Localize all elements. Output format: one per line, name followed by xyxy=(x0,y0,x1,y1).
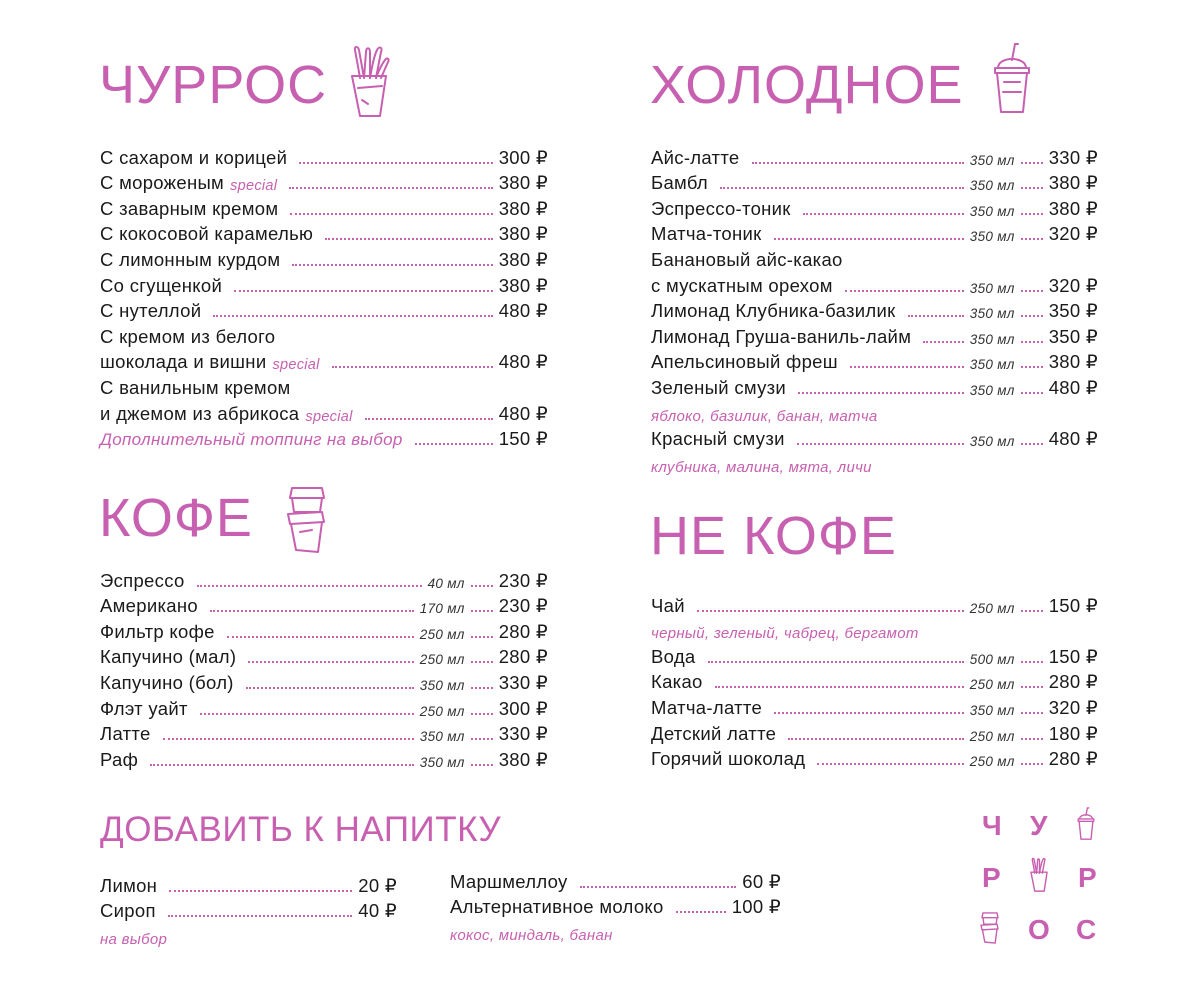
item-name: Айс-латте xyxy=(651,146,740,168)
item-price: 320 ₽ xyxy=(1048,274,1098,296)
coffee-row xyxy=(100,720,548,746)
item-note: клубника, малина, мята, личи xyxy=(651,458,872,476)
item-name: С кокосовой карамелью xyxy=(100,223,314,245)
item-volume: 250 мл xyxy=(419,652,465,668)
item-name: Бамбл xyxy=(651,172,708,194)
leader-dots xyxy=(471,610,493,612)
leader-dots xyxy=(1021,686,1043,688)
cold-row xyxy=(651,297,1098,323)
leader-dots xyxy=(817,763,963,765)
item-price: 380 ₽ xyxy=(1048,197,1098,219)
leader-dots xyxy=(797,443,964,445)
item-volume: 350 мл xyxy=(969,382,1015,398)
addon-row xyxy=(100,871,397,897)
leader-dots xyxy=(1021,238,1043,240)
item-name: шоколада и вишни xyxy=(100,351,267,373)
item-volume: 250 мл xyxy=(419,626,465,642)
churros-row-line1 xyxy=(100,322,548,348)
cold-row xyxy=(651,348,1098,374)
item-price: 380 ₽ xyxy=(498,274,548,296)
item-volume: 350 мл xyxy=(419,754,465,770)
addons-section xyxy=(100,812,501,847)
cold-row xyxy=(651,271,1098,297)
leader-dots xyxy=(845,290,964,292)
leader-dots xyxy=(471,661,493,663)
item-name: Зеленый смузи xyxy=(651,376,787,398)
item-name: Вода xyxy=(651,645,696,667)
item-price: 380 ₽ xyxy=(1048,172,1098,194)
churros-cup-icon xyxy=(346,44,392,120)
item-price: 480 ₽ xyxy=(498,300,548,322)
item-name: Раф xyxy=(100,748,139,770)
leader-dots xyxy=(1021,738,1043,740)
leader-dots xyxy=(290,213,492,215)
item-price: 380 ₽ xyxy=(498,197,548,219)
item-note: черный, зеленый, чабрец, бергамот xyxy=(651,625,919,643)
item-name: Лимон xyxy=(100,874,158,896)
leader-dots xyxy=(234,290,493,292)
cold-row xyxy=(651,143,1098,169)
item-name: Флэт уайт xyxy=(100,697,188,719)
item-price: 150 ₽ xyxy=(498,428,548,450)
leader-dots xyxy=(1021,213,1043,215)
item-price: 280 ₽ xyxy=(498,620,548,642)
leader-dots xyxy=(1021,341,1043,343)
logo-letter: Р xyxy=(982,862,1001,893)
leader-dots xyxy=(788,738,964,740)
leader-dots xyxy=(210,610,414,612)
item-price: 20 ₽ xyxy=(358,874,397,896)
logo-letter: Р xyxy=(1078,862,1097,893)
leader-dots xyxy=(774,712,964,714)
not-coffee-row xyxy=(651,591,1098,617)
leader-dots xyxy=(1021,392,1043,394)
leader-dots xyxy=(798,392,964,394)
item-price: 380 ₽ xyxy=(498,248,548,270)
leader-dots xyxy=(200,713,414,715)
item-name: С нутеллой xyxy=(100,300,202,322)
leader-dots xyxy=(197,585,422,587)
leader-dots xyxy=(289,187,492,189)
coffee-row xyxy=(100,566,548,592)
leader-dots xyxy=(292,264,492,266)
leader-dots xyxy=(908,315,964,317)
cold-row-line1 xyxy=(651,245,1098,271)
item-name: Эспрессо-тоник xyxy=(651,197,791,219)
logo-letter: Ч xyxy=(982,810,1002,841)
item-volume: 500 мл xyxy=(969,651,1015,667)
not-coffee-row xyxy=(651,745,1098,771)
item-name: С заварным кремом xyxy=(100,197,279,219)
item-name: С лимонным курдом xyxy=(100,248,281,270)
item-volume: 350 мл xyxy=(969,357,1015,373)
item-price: 280 ₽ xyxy=(1048,748,1098,770)
leader-dots xyxy=(1021,661,1043,663)
item-price: 60 ₽ xyxy=(742,870,781,892)
item-price: 330 ₽ xyxy=(498,723,548,745)
item-price: 40 ₽ xyxy=(358,900,397,922)
leader-dots xyxy=(246,687,414,689)
addon-row xyxy=(450,893,781,919)
coffee-row xyxy=(100,592,548,618)
coffee-cups-icon xyxy=(282,486,332,554)
item-price: 380 ₽ xyxy=(498,172,548,194)
item-price: 280 ₽ xyxy=(1048,671,1098,693)
item-volume: 350 мл xyxy=(969,152,1015,168)
churros-cup-icon xyxy=(1028,857,1050,893)
leader-dots xyxy=(1021,366,1043,368)
coffee-cups-icon xyxy=(978,912,1002,944)
leader-dots xyxy=(471,713,493,715)
churros-row xyxy=(100,245,548,271)
coffee-row xyxy=(100,745,548,771)
cold-title: ХОЛОДНОЕ xyxy=(650,55,964,115)
addon-row xyxy=(100,897,397,923)
cold-row xyxy=(651,425,1098,451)
item-name: Капучино (бол) xyxy=(100,671,234,693)
item-name: Матча-тоник xyxy=(651,223,762,245)
churros-row xyxy=(100,169,548,195)
item-name-line1: С ванильным кремом xyxy=(100,376,291,398)
leader-dots xyxy=(1021,162,1043,164)
not-coffee-section xyxy=(650,506,897,566)
item-volume: 350 мл xyxy=(969,229,1015,245)
churros-row xyxy=(100,297,548,323)
leader-dots xyxy=(471,585,493,587)
leader-dots xyxy=(248,661,413,663)
coffee-row xyxy=(100,694,548,720)
item-name: Апельсиновый фреш xyxy=(651,351,838,373)
leader-dots xyxy=(923,341,964,343)
churros-row xyxy=(100,220,548,246)
addons-title: ДОБАВИТЬ К НАПИТКУ xyxy=(100,810,502,849)
item-name-line1: С кремом из белого xyxy=(100,325,276,347)
leader-dots xyxy=(415,443,493,445)
item-name: Фильтр кофе xyxy=(100,620,215,642)
addon-row xyxy=(450,867,781,893)
item-price: 150 ₽ xyxy=(1048,594,1098,616)
item-volume: 350 мл xyxy=(969,331,1015,347)
churros-row xyxy=(100,399,548,425)
item-name: Красный смузи xyxy=(651,428,785,450)
special-tag: special xyxy=(272,357,320,374)
item-name: С сахаром и корицей xyxy=(100,146,288,168)
leader-dots xyxy=(332,366,493,368)
coffee-section xyxy=(99,488,253,548)
coffee-row xyxy=(100,617,548,643)
cold-list xyxy=(651,143,1098,476)
item-price: 380 ₽ xyxy=(498,223,548,245)
not-coffee-row xyxy=(651,693,1098,719)
not-coffee-row xyxy=(651,642,1098,668)
item-name-line1: Банановый айс-какао xyxy=(651,248,843,270)
item-price: 380 ₽ xyxy=(1048,351,1098,373)
logo-letter: О xyxy=(1028,914,1050,945)
leader-dots xyxy=(325,238,493,240)
item-volume: 350 мл xyxy=(969,280,1015,296)
leader-dots xyxy=(774,238,964,240)
iced-drink-icon xyxy=(1075,806,1097,842)
item-name: Горячий шоколад xyxy=(651,748,806,770)
item-price: 230 ₽ xyxy=(498,569,548,591)
cold-row xyxy=(651,322,1098,348)
leader-dots xyxy=(752,162,964,164)
item-note: на выбор xyxy=(100,930,168,948)
leader-dots xyxy=(720,187,964,189)
not-coffee-row xyxy=(651,719,1098,745)
leader-dots xyxy=(213,315,492,317)
leader-dots xyxy=(471,738,493,740)
item-price: 350 ₽ xyxy=(1048,325,1098,347)
leader-dots xyxy=(227,636,414,638)
leader-dots xyxy=(850,366,964,368)
item-price: 480 ₽ xyxy=(1048,376,1098,398)
leader-dots xyxy=(708,661,964,663)
iced-drink-icon xyxy=(988,42,1036,116)
not-coffee-title: НЕ КОФЕ xyxy=(650,506,897,566)
leader-dots xyxy=(676,911,726,913)
item-price: 300 ₽ xyxy=(498,697,548,719)
churros-row xyxy=(100,194,548,220)
item-volume: 350 мл xyxy=(419,677,465,693)
item-price: 480 ₽ xyxy=(1048,428,1098,450)
item-note: яблоко, базилик, банан, матча xyxy=(651,407,878,425)
special-tag: special xyxy=(230,178,278,195)
item-price: 300 ₽ xyxy=(498,146,548,168)
leader-dots xyxy=(1021,187,1043,189)
item-name: Альтернативное молоко xyxy=(450,896,664,918)
leader-dots xyxy=(697,610,964,612)
item-volume: 170 мл xyxy=(419,601,465,617)
item-name: Эспрессо xyxy=(100,569,185,591)
item-price: 380 ₽ xyxy=(498,748,548,770)
item-volume: 250 мл xyxy=(969,600,1015,616)
coffee-title: КОФЕ xyxy=(99,488,253,548)
churros-row xyxy=(100,348,548,374)
coffee-row xyxy=(100,643,548,669)
item-price: 280 ₽ xyxy=(498,646,548,668)
leader-dots xyxy=(715,686,964,688)
cold-row xyxy=(651,194,1098,220)
cold-section xyxy=(650,55,964,115)
cold-row xyxy=(651,169,1098,195)
item-price: 330 ₽ xyxy=(498,671,548,693)
item-name: Детский латте xyxy=(651,722,777,744)
item-price: 320 ₽ xyxy=(1048,223,1098,245)
churros-list xyxy=(100,143,548,450)
not-coffee-row xyxy=(651,668,1098,694)
churros-row xyxy=(100,271,548,297)
leader-dots xyxy=(168,915,353,917)
churros-row-line1 xyxy=(100,373,548,399)
coffee-row xyxy=(100,668,548,694)
leader-dots xyxy=(1021,315,1043,317)
topping-name: Дополнительный топпинг на выбор xyxy=(100,430,403,450)
item-name: Маршмеллоу xyxy=(450,870,568,892)
item-volume: 40 мл xyxy=(427,575,465,591)
item-volume: 250 мл xyxy=(969,728,1015,744)
item-volume: 250 мл xyxy=(969,677,1015,693)
item-price: 480 ₽ xyxy=(498,402,548,424)
item-name: Лимонад Груша-ваниль-лайм xyxy=(651,325,912,347)
addons-left-list xyxy=(100,871,397,948)
item-price: 180 ₽ xyxy=(1048,722,1098,744)
not-coffee-list xyxy=(651,591,1098,770)
item-price: 100 ₽ xyxy=(731,896,781,918)
item-volume: 350 мл xyxy=(969,702,1015,718)
item-name: и джемом из абрикоса xyxy=(100,402,300,424)
item-volume: 350 мл xyxy=(969,306,1015,322)
item-volume: 350 мл xyxy=(969,178,1015,194)
leader-dots xyxy=(365,418,493,420)
item-name: Капучино (мал) xyxy=(100,646,237,668)
logo-letter: С xyxy=(1076,914,1097,945)
item-name: Американо xyxy=(100,595,198,617)
addons-right-list xyxy=(450,867,781,944)
item-name: С мороженым xyxy=(100,172,225,194)
leader-dots xyxy=(299,162,493,164)
cold-row xyxy=(651,373,1098,399)
leader-dots xyxy=(471,636,493,638)
leader-dots xyxy=(471,687,493,689)
leader-dots xyxy=(1021,712,1043,714)
leader-dots xyxy=(1021,290,1043,292)
item-name: Матча-латте xyxy=(651,696,763,718)
cold-row xyxy=(651,220,1098,246)
item-volume: 350 мл xyxy=(969,203,1015,219)
item-price: 150 ₽ xyxy=(1048,645,1098,667)
item-name: Сироп xyxy=(100,900,156,922)
leader-dots xyxy=(803,213,964,215)
churros-section xyxy=(99,55,328,115)
item-volume: 350 мл xyxy=(419,729,465,745)
item-name: Лимонад Клубника-базилик xyxy=(651,300,896,322)
item-volume: 350 мл xyxy=(969,434,1015,450)
logo-letter: У xyxy=(1030,810,1048,841)
leader-dots xyxy=(1021,443,1043,445)
item-volume: 250 мл xyxy=(419,703,465,719)
leader-dots xyxy=(580,886,737,888)
item-note: кокос, миндаль, банан xyxy=(450,926,613,944)
item-name: с мускатным орехом xyxy=(651,274,833,296)
item-price: 480 ₽ xyxy=(498,351,548,373)
leader-dots xyxy=(471,764,493,766)
leader-dots xyxy=(1021,610,1043,612)
item-price: 320 ₽ xyxy=(1048,696,1098,718)
item-name: Чай xyxy=(651,594,685,616)
item-price: 330 ₽ xyxy=(1048,146,1098,168)
special-tag: special xyxy=(305,408,353,425)
item-name: Со сгущенкой xyxy=(100,274,223,296)
leader-dots xyxy=(1021,763,1043,765)
item-price: 350 ₽ xyxy=(1048,300,1098,322)
coffee-list xyxy=(100,566,548,771)
churros-title: ЧУРРОС xyxy=(99,55,328,115)
leader-dots xyxy=(163,738,414,740)
item-price: 230 ₽ xyxy=(498,595,548,617)
topping-row xyxy=(100,425,548,451)
item-name: Какао xyxy=(651,671,703,693)
churros-row xyxy=(100,143,548,169)
item-name: Латте xyxy=(100,723,151,745)
leader-dots xyxy=(169,890,352,892)
item-volume: 250 мл xyxy=(969,754,1015,770)
leader-dots xyxy=(150,764,414,766)
